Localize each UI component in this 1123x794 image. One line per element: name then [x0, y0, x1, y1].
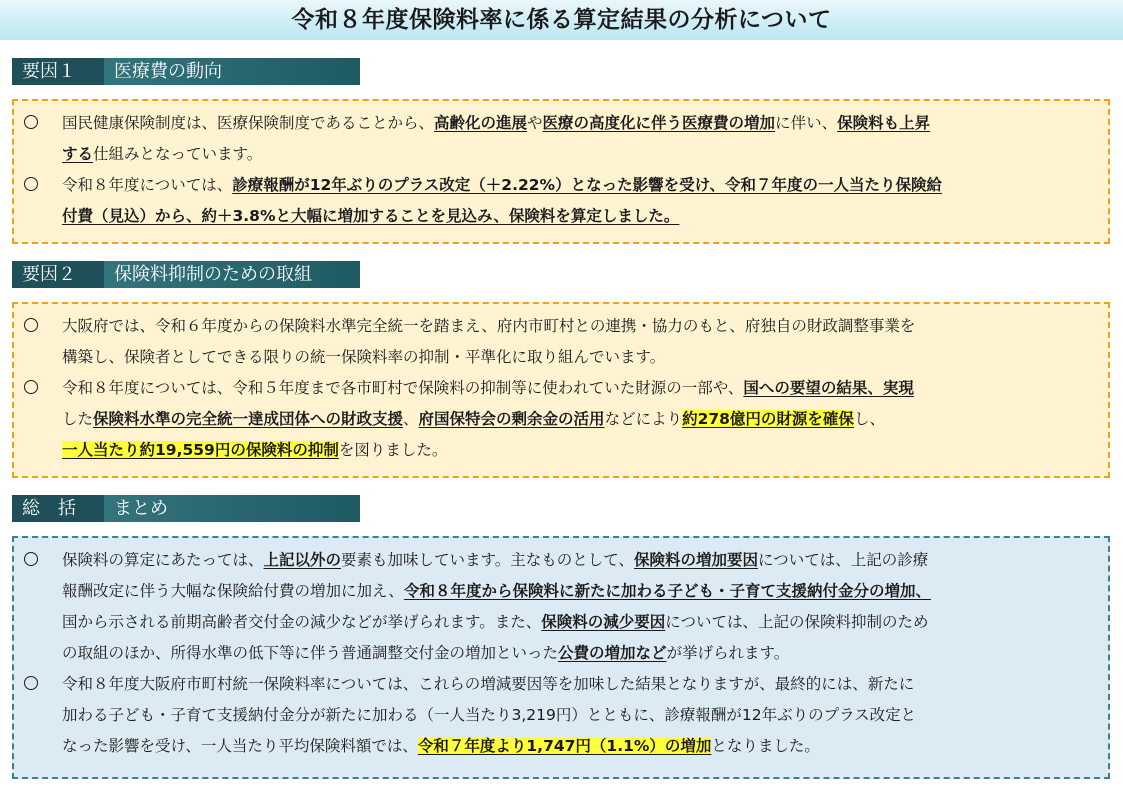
emphasis-text: する: [62, 145, 94, 163]
emphasis-text: 医療の高度化に伴う医療費の増加: [542, 114, 776, 132]
emphasis-text: 国への要望の結果、実現: [743, 379, 914, 397]
page-title: 令和８年度保険料率に係る算定結果の分析について: [0, 0, 1123, 40]
bullet-item: [24, 170, 1094, 232]
circle-bullet-icon: [24, 380, 38, 394]
emphasis-text: 保険料も上昇: [837, 114, 931, 132]
circle-bullet-icon: [24, 115, 38, 129]
bullet-item: [24, 373, 1094, 466]
text: 仕組みとなっています。: [93, 145, 263, 163]
text: 要素も加味しています。主なものとして、: [341, 551, 634, 569]
summary-box: [12, 536, 1110, 779]
text: 大阪府では、令和６年度からの保険料水準完全統一を踏まえ、府内市町村との連携・協力のもと、府独自の財政調整事業を: [62, 317, 916, 335]
text: などにより: [604, 410, 683, 428]
emphasis-text: 上記以外の: [263, 551, 342, 569]
highlighted-text: 一人当たり約19,559円の保険料の抑制: [62, 441, 339, 459]
text: した: [62, 410, 94, 428]
text: 加わる子ども・子育て支援納付金分が新たに加わる（一人当たり3,219円）とともに、診療報酬が12年ぶりのプラス改定と: [62, 706, 917, 724]
text: に伴い、: [775, 114, 838, 132]
factor2-box: [12, 302, 1110, 478]
text: が挙げられます。: [666, 644, 790, 662]
emphasis-text: 診療報酬が12年ぶりのプラス改定（＋2.22%）となった影響を受け、令和７年度の一人当たり保険給: [232, 176, 942, 194]
emphasis-text: 令和８年度から保険料に新たに加わる子ども・子育て支援納付金分の増加、: [403, 582, 931, 600]
emphasis-text: 保険料の増加要因: [633, 551, 758, 569]
bullet-item: [24, 669, 1094, 762]
text: 令和８年度大阪府市町村統一保険料率については、これらの増減要因等を加味した結果となりますが、最終的には、新たに: [62, 675, 915, 693]
highlighted-text: 令和７年度より1,747円（1.1%）の増加: [417, 737, 712, 755]
text: 令和８年度については、令和５年度まで各市町村で保険料の抑制等に使われていた財源の一部や、: [62, 379, 744, 397]
circle-bullet-icon: [24, 676, 38, 690]
bullet-item: [24, 108, 1094, 170]
text: については、上記の保険料抑制のため: [665, 613, 929, 631]
emphasis-text: 高齢化の進展: [434, 114, 528, 132]
text: となりました。: [711, 737, 820, 755]
section-header-factor1: [12, 58, 360, 85]
highlighted-text: 約278億円の財源を確保: [682, 410, 854, 428]
emphasis-text: 公費の増加など: [558, 644, 667, 662]
text: を図りました。: [338, 441, 448, 459]
emphasis-text: 付費（見込）から、約＋3.8%と大幅に増加することを見込み、保険料を算定しました。: [62, 207, 680, 225]
emphasis-text: 保険料の減少要因: [541, 613, 666, 631]
text: 、: [403, 410, 419, 428]
text: や: [527, 114, 543, 132]
text: し、: [853, 410, 885, 428]
factor1-box: [12, 99, 1110, 244]
text: 令和８年度については、: [62, 176, 233, 194]
section-label: 要因２: [12, 261, 104, 288]
bullet-item: [24, 311, 1094, 373]
circle-bullet-icon: [24, 552, 38, 566]
text: については、上記の診療: [758, 551, 929, 569]
emphasis-text: 府国保特会の剰余金の活用: [418, 410, 605, 428]
section-heading: 保険料抑制のための取組: [114, 264, 312, 285]
section-heading: 医療費の動向: [114, 61, 222, 82]
section-header-factor2: [12, 261, 360, 288]
section-heading: まとめ: [114, 498, 168, 519]
text: 国民健康保険制度は、医療保険制度であることから、: [62, 114, 435, 132]
text: 報酬改定に伴う大幅な保険給付費の増加に加え、: [62, 582, 404, 600]
circle-bullet-icon: [24, 177, 38, 191]
text: 国から示される前期高齢者交付金の減少などが挙げられます。また、: [62, 613, 542, 631]
text: の取組のほか、所得水準の低下等に伴う普通調整交付金の増加といった: [62, 644, 559, 662]
section-label: 要因１: [12, 58, 104, 85]
text: 保険料の算定にあたっては、: [62, 551, 264, 569]
text: なった影響を受け、一人当たり平均保険料額では、: [62, 737, 418, 755]
bullet-item: [24, 545, 1094, 669]
emphasis-text: 保険料水準の完全統一達成団体への財政支援: [93, 410, 404, 428]
text: 構築し、保険者としてできる限りの統一保険料率の抑制・平準化に取り組んでいます。: [62, 348, 666, 366]
section-header-summary: [12, 495, 360, 522]
section-label: 総 括: [12, 495, 104, 522]
circle-bullet-icon: [24, 318, 38, 332]
